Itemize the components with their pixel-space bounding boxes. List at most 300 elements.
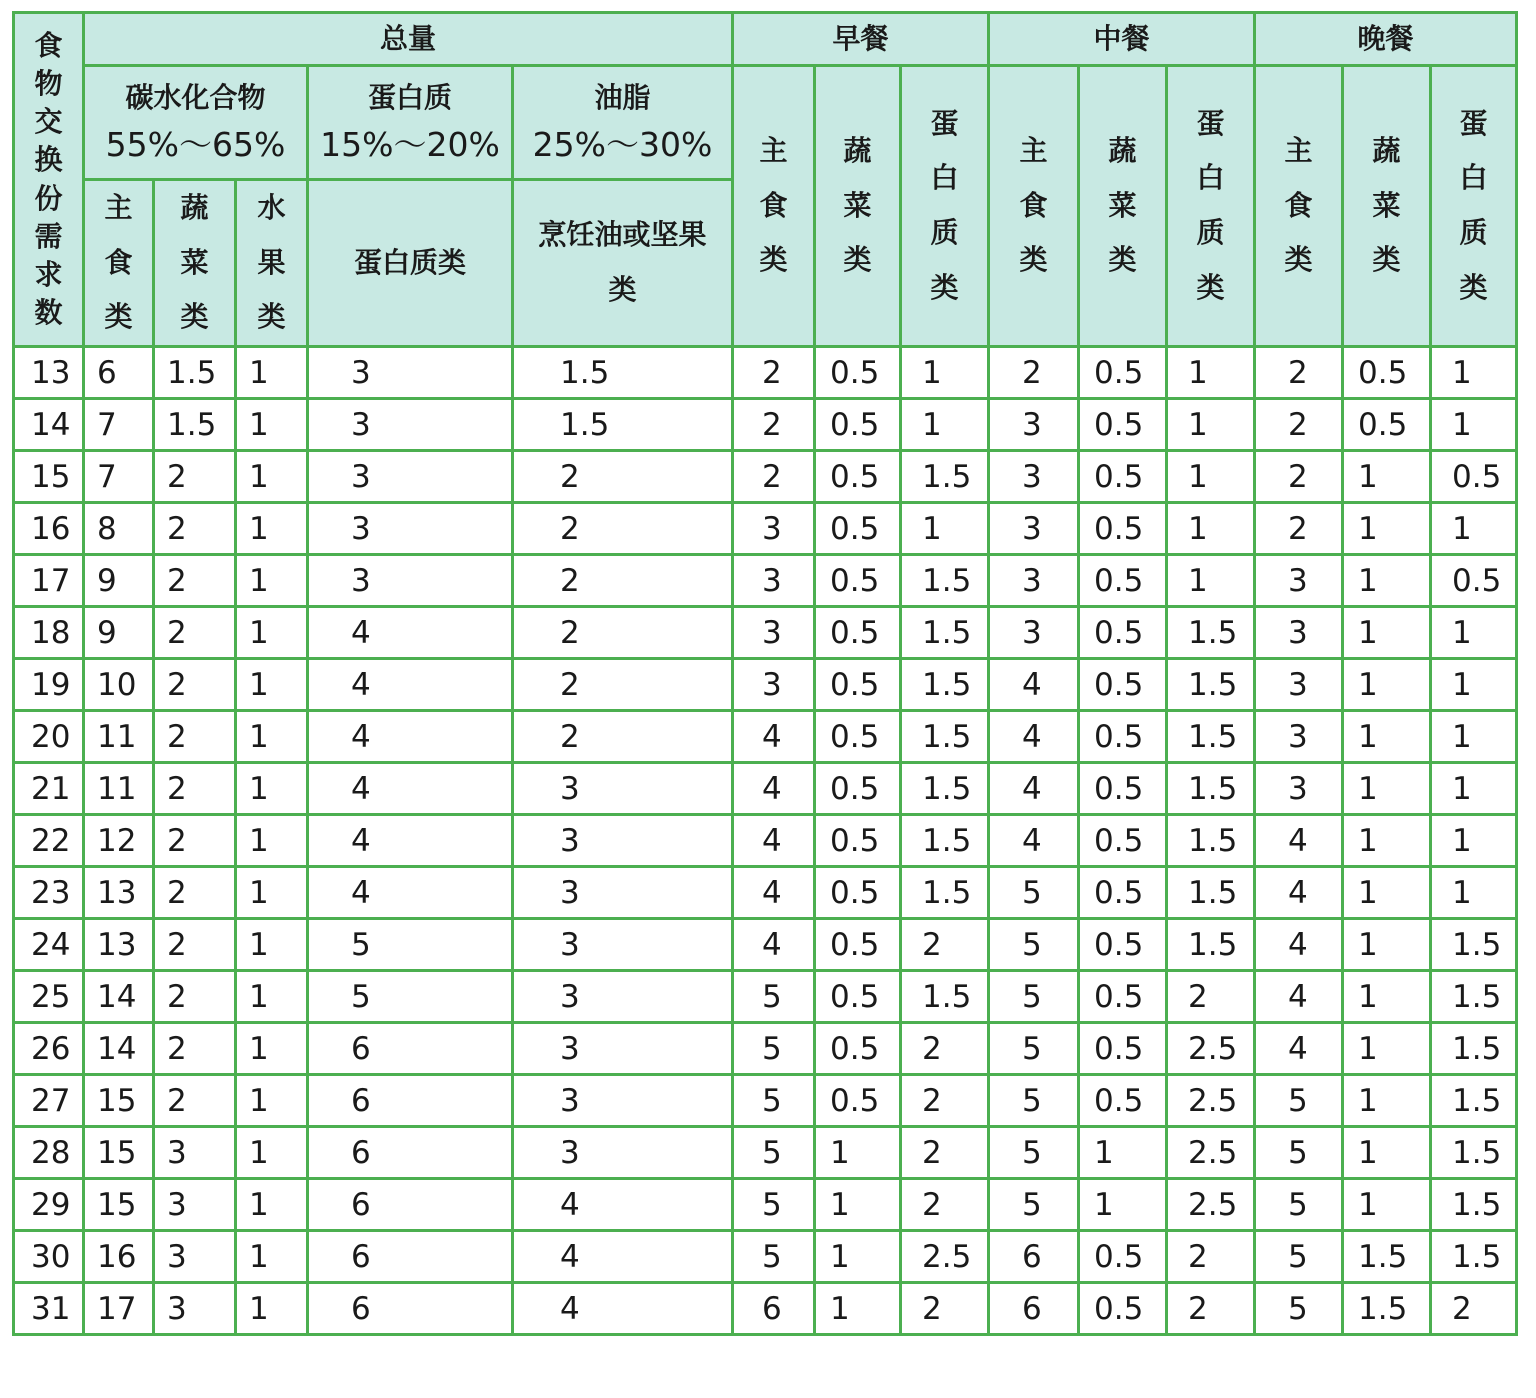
cell-total-protein: 3	[308, 503, 513, 555]
cell-total-fruit: 1	[236, 1023, 308, 1075]
cell-breakfast-staple: 5	[733, 1231, 815, 1283]
food-exchange-table-container	[12, 11, 1518, 1336]
cell-lunch-vegetable: 0.5	[1079, 1023, 1167, 1075]
cell-breakfast-staple: 5	[733, 1179, 815, 1231]
cell-exchange-count: 22	[14, 815, 84, 867]
cell-total-oil: 3	[513, 1127, 733, 1179]
cell-dinner-protein: 1	[1431, 711, 1517, 763]
header-lunch-vegetable	[1079, 66, 1167, 347]
cell-total-oil: 3	[513, 971, 733, 1023]
cell-lunch-vegetable: 0.5	[1079, 607, 1167, 659]
cell-lunch-staple: 4	[989, 659, 1079, 711]
cell-breakfast-staple: 3	[733, 659, 815, 711]
cell-total-vegetable: 2	[154, 815, 236, 867]
header-total-staple-label: 主食类	[104, 191, 133, 334]
cell-lunch-protein: 1	[1167, 347, 1255, 399]
header-exchange-count	[14, 13, 84, 347]
cell-lunch-protein: 1.5	[1167, 711, 1255, 763]
cell-breakfast-protein: 1.5	[901, 659, 989, 711]
cell-lunch-staple: 5	[989, 919, 1079, 971]
cell-dinner-protein: 1	[1431, 659, 1517, 711]
cell-total-vegetable: 2	[154, 763, 236, 815]
cell-exchange-count: 25	[14, 971, 84, 1023]
cell-lunch-vegetable: 0.5	[1079, 1283, 1167, 1335]
cell-exchange-count: 20	[14, 711, 84, 763]
cell-dinner-protein: 1	[1431, 503, 1517, 555]
cell-total-oil: 2	[513, 555, 733, 607]
cell-dinner-staple: 3	[1255, 555, 1343, 607]
cell-breakfast-staple: 2	[733, 347, 815, 399]
cell-total-staple: 8	[84, 503, 154, 555]
cell-lunch-staple: 3	[989, 607, 1079, 659]
cell-total-oil: 2	[513, 607, 733, 659]
cell-breakfast-vegetable: 0.5	[815, 867, 901, 919]
header-total-vegetable-label: 蔬菜类	[180, 191, 209, 334]
cell-breakfast-vegetable: 0.5	[815, 503, 901, 555]
cell-total-oil: 3	[513, 1023, 733, 1075]
cell-total-fruit: 1	[236, 347, 308, 399]
cell-breakfast-vegetable: 0.5	[815, 607, 901, 659]
cell-lunch-protein: 1.5	[1167, 867, 1255, 919]
header-protein	[308, 66, 513, 180]
cell-dinner-vegetable: 1	[1343, 867, 1431, 919]
cell-total-vegetable: 1.5	[154, 399, 236, 451]
cell-breakfast-vegetable: 0.5	[815, 451, 901, 503]
cell-breakfast-vegetable: 0.5	[815, 971, 901, 1023]
cell-lunch-vegetable: 0.5	[1079, 659, 1167, 711]
cell-exchange-count: 30	[14, 1231, 84, 1283]
cell-total-fruit: 1	[236, 659, 308, 711]
header-dinner: 晚餐	[1255, 13, 1517, 66]
cell-dinner-protein: 1.5	[1431, 971, 1517, 1023]
cell-dinner-staple: 2	[1255, 451, 1343, 503]
table-row	[14, 763, 1517, 815]
cell-breakfast-vegetable: 1	[815, 1283, 901, 1335]
cell-breakfast-staple: 5	[733, 1023, 815, 1075]
header-breakfast-protein	[901, 66, 989, 347]
cell-lunch-protein: 1.5	[1167, 763, 1255, 815]
header-fat-percent: 25%～30%	[532, 124, 713, 164]
table-row	[14, 711, 1517, 763]
cell-total-vegetable: 2	[154, 659, 236, 711]
cell-dinner-staple: 5	[1255, 1179, 1343, 1231]
cell-lunch-staple: 6	[989, 1283, 1079, 1335]
cell-total-protein: 4	[308, 815, 513, 867]
cell-lunch-protein: 1	[1167, 399, 1255, 451]
cell-lunch-protein: 1.5	[1167, 659, 1255, 711]
cell-dinner-staple: 3	[1255, 659, 1343, 711]
cell-breakfast-vegetable: 0.5	[815, 919, 901, 971]
cell-dinner-staple: 2	[1255, 503, 1343, 555]
table-row	[14, 503, 1517, 555]
cell-dinner-staple: 3	[1255, 711, 1343, 763]
cell-breakfast-vegetable: 1	[815, 1179, 901, 1231]
cell-total-staple: 14	[84, 1023, 154, 1075]
table-row	[14, 919, 1517, 971]
cell-total-staple: 12	[84, 815, 154, 867]
cell-breakfast-protein: 2.5	[901, 1231, 989, 1283]
cell-lunch-protein: 2.5	[1167, 1075, 1255, 1127]
cell-total-oil: 2	[513, 711, 733, 763]
cell-breakfast-staple: 3	[733, 555, 815, 607]
header-dinner-vegetable-label: 蔬菜类	[1372, 134, 1401, 277]
cell-exchange-count: 29	[14, 1179, 84, 1231]
cell-breakfast-vegetable: 0.5	[815, 711, 901, 763]
cell-total-vegetable: 2	[154, 503, 236, 555]
cell-lunch-staple: 4	[989, 763, 1079, 815]
cell-exchange-count: 27	[14, 1075, 84, 1127]
cell-breakfast-protein: 1	[901, 347, 989, 399]
cell-breakfast-staple: 4	[733, 815, 815, 867]
cell-dinner-vegetable: 1.5	[1343, 1283, 1431, 1335]
cell-total-staple: 11	[84, 763, 154, 815]
cell-dinner-protein: 1	[1431, 763, 1517, 815]
cell-dinner-vegetable: 1	[1343, 1075, 1431, 1127]
header-protein-percent: 15%～20%	[320, 124, 500, 164]
cell-total-fruit: 1	[236, 763, 308, 815]
cell-lunch-protein: 2	[1167, 1231, 1255, 1283]
cell-total-fruit: 1	[236, 399, 308, 451]
cell-total-staple: 14	[84, 971, 154, 1023]
cell-total-staple: 13	[84, 919, 154, 971]
cell-total-staple: 16	[84, 1231, 154, 1283]
header-lunch-staple	[989, 66, 1079, 347]
cell-breakfast-protein: 2	[901, 919, 989, 971]
food-exchange-table	[12, 11, 1518, 1336]
header-breakfast-vegetable	[815, 66, 901, 347]
cell-dinner-staple: 3	[1255, 607, 1343, 659]
table-row	[14, 867, 1517, 919]
cell-exchange-count: 28	[14, 1127, 84, 1179]
cell-total-oil: 3	[513, 867, 733, 919]
cell-dinner-vegetable: 1	[1343, 971, 1431, 1023]
cell-lunch-protein: 2.5	[1167, 1127, 1255, 1179]
cell-total-fruit: 1	[236, 503, 308, 555]
cell-total-fruit: 1	[236, 1179, 308, 1231]
cell-breakfast-staple: 4	[733, 919, 815, 971]
cell-breakfast-vegetable: 1	[815, 1231, 901, 1283]
cell-lunch-vegetable: 0.5	[1079, 1231, 1167, 1283]
cell-lunch-staple: 5	[989, 971, 1079, 1023]
header-carbohydrate	[84, 66, 308, 180]
table-row	[14, 399, 1517, 451]
cell-lunch-vegetable: 0.5	[1079, 347, 1167, 399]
header-exchange-count-label: 食物交换份需求数	[34, 29, 63, 329]
cell-lunch-vegetable: 0.5	[1079, 815, 1167, 867]
cell-breakfast-staple: 3	[733, 503, 815, 555]
cell-breakfast-protein: 1.5	[901, 763, 989, 815]
cell-lunch-protein: 1	[1167, 555, 1255, 607]
cell-total-protein: 4	[308, 711, 513, 763]
cell-total-fruit: 1	[236, 555, 308, 607]
cell-exchange-count: 24	[14, 919, 84, 971]
cell-exchange-count: 13	[14, 347, 84, 399]
cell-lunch-vegetable: 1	[1079, 1127, 1167, 1179]
cell-total-oil: 2	[513, 451, 733, 503]
cell-lunch-staple: 5	[989, 1127, 1079, 1179]
cell-breakfast-protein: 1	[901, 503, 989, 555]
cell-exchange-count: 17	[14, 555, 84, 607]
cell-lunch-vegetable: 0.5	[1079, 763, 1167, 815]
cell-total-protein: 6	[308, 1231, 513, 1283]
cell-total-oil: 1.5	[513, 347, 733, 399]
cell-lunch-vegetable: 0.5	[1079, 399, 1167, 451]
cell-breakfast-protein: 2	[901, 1179, 989, 1231]
cell-dinner-protein: 1.5	[1431, 1231, 1517, 1283]
cell-total-staple: 15	[84, 1179, 154, 1231]
header-total-fruit	[236, 180, 308, 347]
cell-lunch-protein: 2	[1167, 1283, 1255, 1335]
cell-dinner-staple: 5	[1255, 1231, 1343, 1283]
cell-dinner-vegetable: 1	[1343, 919, 1431, 971]
cell-dinner-vegetable: 1	[1343, 555, 1431, 607]
cell-breakfast-staple: 3	[733, 607, 815, 659]
cell-total-fruit: 1	[236, 1283, 308, 1335]
cell-lunch-protein: 1	[1167, 503, 1255, 555]
header-lunch-vegetable-label: 蔬菜类	[1108, 134, 1137, 277]
cell-lunch-staple: 6	[989, 1231, 1079, 1283]
table-row	[14, 1283, 1517, 1335]
table-row	[14, 971, 1517, 1023]
cell-lunch-staple: 3	[989, 451, 1079, 503]
cell-breakfast-protein: 1.5	[901, 815, 989, 867]
cell-total-oil: 2	[513, 659, 733, 711]
cell-total-vegetable: 3	[154, 1179, 236, 1231]
cell-total-vegetable: 3	[154, 1127, 236, 1179]
cell-dinner-vegetable: 1	[1343, 1127, 1431, 1179]
header-lunch: 中餐	[989, 13, 1255, 66]
cell-total-staple: 11	[84, 711, 154, 763]
header-breakfast-protein-label: 蛋白质类	[930, 106, 959, 304]
table-row	[14, 1075, 1517, 1127]
table-row	[14, 1179, 1517, 1231]
cell-total-vegetable: 2	[154, 971, 236, 1023]
cell-dinner-protein: 1	[1431, 867, 1517, 919]
table-row	[14, 815, 1517, 867]
cell-lunch-staple: 5	[989, 1179, 1079, 1231]
cell-total-fruit: 1	[236, 711, 308, 763]
cell-breakfast-vegetable: 0.5	[815, 659, 901, 711]
cell-dinner-protein: 0.5	[1431, 555, 1517, 607]
header-carbohydrate-name: 碳水化合物	[125, 80, 266, 114]
cell-total-oil: 1.5	[513, 399, 733, 451]
cell-breakfast-protein: 2	[901, 1075, 989, 1127]
cell-total-fruit: 1	[236, 867, 308, 919]
cell-breakfast-staple: 5	[733, 1127, 815, 1179]
header-dinner-staple	[1255, 66, 1343, 347]
header-total-fruit-label: 水果类	[257, 191, 286, 334]
cell-dinner-staple: 4	[1255, 1023, 1343, 1075]
cell-exchange-count: 23	[14, 867, 84, 919]
cell-lunch-vegetable: 0.5	[1079, 555, 1167, 607]
cell-breakfast-protein: 1.5	[901, 555, 989, 607]
cell-dinner-vegetable: 1	[1343, 763, 1431, 815]
header-fat-name: 油脂	[594, 80, 651, 114]
cell-total-protein: 4	[308, 763, 513, 815]
cell-total-vegetable: 3	[154, 1231, 236, 1283]
cell-exchange-count: 16	[14, 503, 84, 555]
cell-dinner-staple: 2	[1255, 347, 1343, 399]
cell-lunch-protein: 1.5	[1167, 607, 1255, 659]
cell-lunch-protein: 1.5	[1167, 919, 1255, 971]
cell-lunch-vegetable: 0.5	[1079, 867, 1167, 919]
cell-total-vegetable: 3	[154, 1283, 236, 1335]
cell-total-staple: 7	[84, 399, 154, 451]
header-dinner-protein-label: 蛋白质类	[1459, 106, 1488, 304]
cell-dinner-staple: 2	[1255, 399, 1343, 451]
cell-total-staple: 15	[84, 1075, 154, 1127]
cell-total-oil: 4	[513, 1231, 733, 1283]
cell-dinner-protein: 1	[1431, 399, 1517, 451]
cell-dinner-protein: 1	[1431, 815, 1517, 867]
header-breakfast: 早餐	[733, 13, 989, 66]
cell-lunch-staple: 3	[989, 399, 1079, 451]
cell-total-staple: 9	[84, 555, 154, 607]
cell-total-vegetable: 2	[154, 607, 236, 659]
cell-total-protein: 3	[308, 451, 513, 503]
cell-dinner-protein: 1.5	[1431, 1179, 1517, 1231]
cell-dinner-staple: 5	[1255, 1127, 1343, 1179]
header-lunch-protein-label: 蛋白质类	[1196, 106, 1225, 304]
cell-total-oil: 4	[513, 1179, 733, 1231]
cell-lunch-vegetable: 0.5	[1079, 711, 1167, 763]
cell-total-protein: 5	[308, 971, 513, 1023]
cell-lunch-staple: 5	[989, 1023, 1079, 1075]
cell-lunch-protein: 2	[1167, 971, 1255, 1023]
cell-dinner-protein: 0.5	[1431, 451, 1517, 503]
cell-total-vegetable: 2	[154, 451, 236, 503]
cell-total-vegetable: 1.5	[154, 347, 236, 399]
cell-total-protein: 6	[308, 1023, 513, 1075]
cell-total-staple: 17	[84, 1283, 154, 1335]
cell-total-staple: 6	[84, 347, 154, 399]
header-protein-name: 蛋白质	[367, 80, 452, 114]
cell-total-staple: 15	[84, 1127, 154, 1179]
cell-total-protein: 6	[308, 1127, 513, 1179]
cell-breakfast-protein: 1.5	[901, 971, 989, 1023]
cell-lunch-staple: 2	[989, 347, 1079, 399]
cell-breakfast-vegetable: 0.5	[815, 815, 901, 867]
cell-dinner-vegetable: 1	[1343, 1179, 1431, 1231]
cell-breakfast-vegetable: 0.5	[815, 763, 901, 815]
cell-total-oil: 3	[513, 815, 733, 867]
cell-total-vegetable: 2	[154, 555, 236, 607]
cell-dinner-vegetable: 1	[1343, 711, 1431, 763]
cell-total-protein: 6	[308, 1179, 513, 1231]
cell-breakfast-staple: 2	[733, 399, 815, 451]
cell-exchange-count: 14	[14, 399, 84, 451]
cell-lunch-vegetable: 0.5	[1079, 971, 1167, 1023]
cell-total-staple: 13	[84, 867, 154, 919]
header-breakfast-vegetable-label: 蔬菜类	[843, 134, 872, 277]
cell-breakfast-protein: 1.5	[901, 867, 989, 919]
table-row	[14, 1023, 1517, 1075]
cell-total-vegetable: 2	[154, 711, 236, 763]
cell-dinner-protein: 1.5	[1431, 919, 1517, 971]
cell-breakfast-vegetable: 0.5	[815, 1075, 901, 1127]
cell-total-oil: 3	[513, 1075, 733, 1127]
cell-lunch-staple: 4	[989, 815, 1079, 867]
cell-dinner-protein: 1	[1431, 607, 1517, 659]
cell-total-protein: 3	[308, 399, 513, 451]
cell-total-oil: 4	[513, 1283, 733, 1335]
cell-breakfast-staple: 5	[733, 971, 815, 1023]
cell-exchange-count: 19	[14, 659, 84, 711]
cell-dinner-staple: 4	[1255, 815, 1343, 867]
cell-breakfast-staple: 4	[733, 711, 815, 763]
cell-lunch-staple: 3	[989, 555, 1079, 607]
cell-breakfast-staple: 6	[733, 1283, 815, 1335]
cell-lunch-staple: 5	[989, 1075, 1079, 1127]
cell-dinner-staple: 4	[1255, 867, 1343, 919]
cell-breakfast-vegetable: 1	[815, 1127, 901, 1179]
cell-dinner-protein: 2	[1431, 1283, 1517, 1335]
cell-total-fruit: 1	[236, 919, 308, 971]
cell-breakfast-vegetable: 0.5	[815, 399, 901, 451]
cell-total-vegetable: 2	[154, 919, 236, 971]
cell-dinner-vegetable: 1	[1343, 451, 1431, 503]
cell-exchange-count: 31	[14, 1283, 84, 1335]
table-row	[14, 659, 1517, 711]
cell-dinner-staple: 5	[1255, 1283, 1343, 1335]
cell-breakfast-protein: 2	[901, 1127, 989, 1179]
cell-total-fruit: 1	[236, 1127, 308, 1179]
cell-exchange-count: 18	[14, 607, 84, 659]
table-row	[14, 555, 1517, 607]
table-row	[14, 451, 1517, 503]
cell-breakfast-staple: 2	[733, 451, 815, 503]
cell-exchange-count: 21	[14, 763, 84, 815]
cell-dinner-vegetable: 1	[1343, 607, 1431, 659]
cell-lunch-protein: 1.5	[1167, 815, 1255, 867]
cell-dinner-vegetable: 1.5	[1343, 1231, 1431, 1283]
header-dinner-staple-label: 主食类	[1284, 134, 1313, 277]
cell-lunch-protein: 2.5	[1167, 1023, 1255, 1075]
cell-lunch-vegetable: 0.5	[1079, 503, 1167, 555]
cell-breakfast-staple: 4	[733, 867, 815, 919]
header-lunch-staple-label: 主食类	[1019, 134, 1048, 277]
cell-breakfast-protein: 2	[901, 1023, 989, 1075]
cell-total-fruit: 1	[236, 971, 308, 1023]
header-carbohydrate-percent: 55%～65%	[105, 124, 286, 164]
header-dinner-protein	[1431, 66, 1517, 347]
table-body	[14, 347, 1517, 1335]
cell-dinner-protein: 1.5	[1431, 1075, 1517, 1127]
cell-total-oil: 3	[513, 919, 733, 971]
table-row	[14, 347, 1517, 399]
cell-total-fruit: 1	[236, 451, 308, 503]
cell-total-staple: 9	[84, 607, 154, 659]
cell-dinner-staple: 3	[1255, 763, 1343, 815]
cell-dinner-vegetable: 0.5	[1343, 347, 1431, 399]
cell-breakfast-protein: 1.5	[901, 711, 989, 763]
cell-lunch-protein: 1	[1167, 451, 1255, 503]
header-fat	[513, 66, 733, 180]
header-total: 总量	[84, 13, 733, 66]
cell-dinner-staple: 4	[1255, 919, 1343, 971]
header-total-oil-nut-label: 烹饪油或坚果类	[538, 218, 707, 306]
cell-total-fruit: 1	[236, 1231, 308, 1283]
cell-breakfast-staple: 4	[733, 763, 815, 815]
header-total-oil-nut	[513, 180, 733, 347]
cell-total-staple: 7	[84, 451, 154, 503]
cell-total-protein: 6	[308, 1283, 513, 1335]
cell-dinner-staple: 4	[1255, 971, 1343, 1023]
header-breakfast-staple	[733, 66, 815, 347]
cell-lunch-vegetable: 1	[1079, 1179, 1167, 1231]
header-total-protein-food: 蛋白质类	[308, 180, 513, 347]
cell-lunch-staple: 5	[989, 867, 1079, 919]
